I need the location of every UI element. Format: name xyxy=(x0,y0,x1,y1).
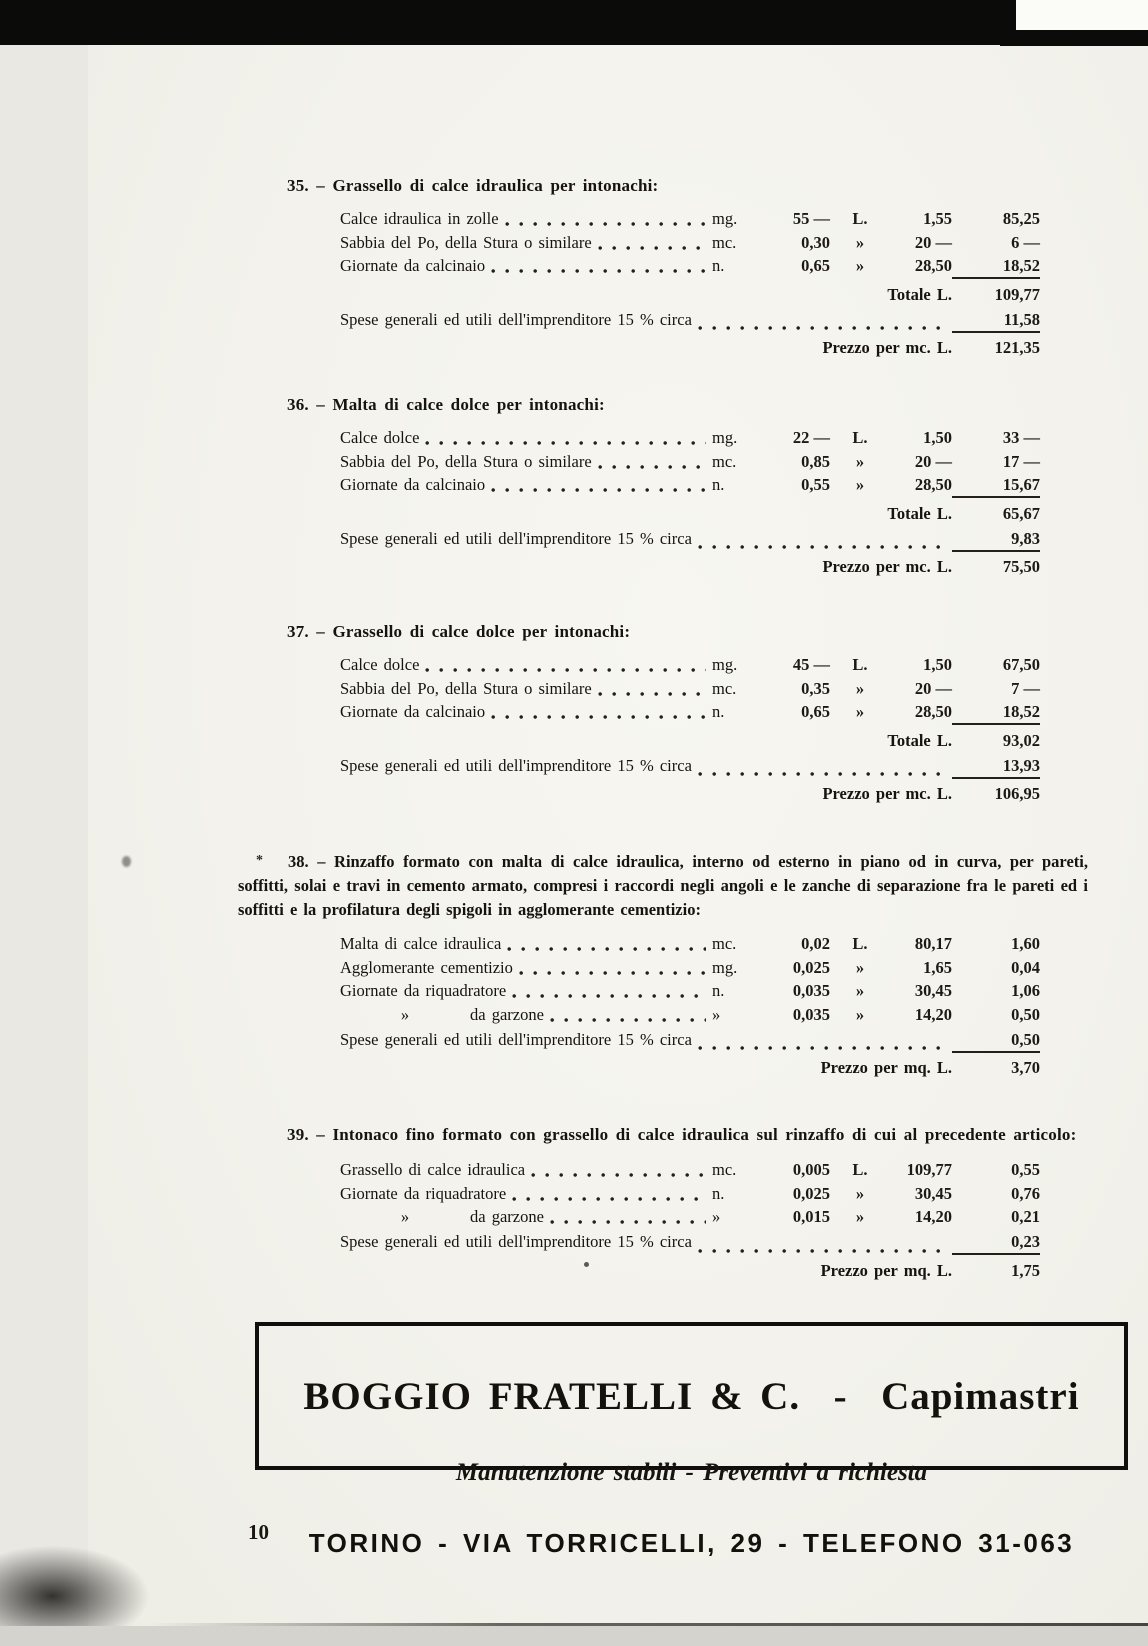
row-amount: 1,60 xyxy=(1011,934,1040,953)
row-quantity: 0,025 xyxy=(792,1183,830,1203)
row-quantity: 22 — xyxy=(792,428,830,447)
prezzo-label: Prezzo per mq. L. xyxy=(820,1058,952,1078)
row-unit-price: 28,50 xyxy=(914,702,952,722)
row-unit: mg. xyxy=(712,957,738,977)
row-amount: 18,52 xyxy=(952,702,1040,725)
row-quantity: 0,30 xyxy=(801,232,830,252)
totale-value: 93,02 xyxy=(1002,731,1040,751)
row-unit-price: 1,50 xyxy=(923,655,952,674)
row-description: Giornate da riquadratore xyxy=(340,981,507,1001)
row-unit-price: 1,50 xyxy=(923,428,952,447)
row-unit: » xyxy=(712,1207,721,1227)
row-quantity: 0,02 xyxy=(801,934,830,953)
spese-value: 0,23 xyxy=(952,1232,1040,1255)
totale-label: Totale L. xyxy=(887,731,952,751)
spese-label: Spese generali ed utili dell'imprenditore 15 % circa xyxy=(340,755,692,775)
row-quantity: 0,65 xyxy=(801,256,830,276)
row-description: da garzone xyxy=(470,1207,544,1227)
row-quantity: 0,35 xyxy=(801,678,830,698)
spese-label: Spese generali ed utili dell'imprenditore 15 % circa xyxy=(340,309,692,329)
row-amount: 0,04 xyxy=(1011,957,1040,977)
row-description: Calce idraulica in zolle xyxy=(340,209,499,228)
page-number: 10 xyxy=(248,1520,269,1544)
scan-speck xyxy=(122,856,131,867)
row-unit: mg. xyxy=(712,428,738,447)
prezzo-value: 106,95 xyxy=(994,784,1040,804)
section-heading: 39. – Intonaco fino formato con grassello di calce idraulica sul rinzaffo di cui al precedente articolo: xyxy=(287,1125,1077,1144)
totale-label: Totale L. xyxy=(887,285,952,305)
row-quantity: 0,035 xyxy=(792,1005,830,1025)
row-currency: » xyxy=(855,451,865,471)
footnote-asterisk: * xyxy=(256,853,263,868)
row-unit-price: 14,20 xyxy=(914,1207,952,1227)
row-amount: 18,52 xyxy=(952,256,1040,279)
row-quantity: 0,015 xyxy=(792,1207,830,1227)
prezzo-value: 1,75 xyxy=(1011,1260,1040,1280)
ad-address-line: TORINO - VIA TORRICELLI, 29 - TELEFONO 31-063 xyxy=(308,1528,1075,1558)
prezzo-label: Prezzo per mq. L. xyxy=(820,1260,952,1280)
binding-shadow xyxy=(0,1545,150,1630)
row-currency: » xyxy=(855,256,865,276)
book-binding-page-edges xyxy=(0,28,122,1624)
row-description: Sabbia del Po, della Stura o similare xyxy=(340,678,592,698)
book-cover-top-edge xyxy=(0,0,1016,45)
row-currency: » xyxy=(855,1183,865,1203)
row-description: Giornate da calcinaio xyxy=(340,475,486,495)
row-description: Malta di calce idraulica xyxy=(340,934,502,953)
section-heading: 37. – Grassello di calce dolce per intonachi: xyxy=(287,622,631,641)
row-quantity: 45 — xyxy=(792,655,830,674)
row-currency: L. xyxy=(852,1160,868,1179)
row-unit-price: 109,77 xyxy=(906,1160,952,1179)
row-currency: L. xyxy=(852,428,868,447)
row-currency: » xyxy=(855,957,865,977)
row-unit: mg. xyxy=(712,209,738,228)
row-unit-price: 20 — xyxy=(914,451,952,471)
row-description: Agglomerante cementizio xyxy=(340,957,513,977)
row-amount: 0,21 xyxy=(1011,1207,1040,1227)
row-unit-price: 30,45 xyxy=(914,1183,952,1203)
row-currency: » xyxy=(855,232,865,252)
row-description: Giornate da calcinaio xyxy=(340,702,486,722)
prezzo-value: 75,50 xyxy=(1002,557,1040,577)
row-unit: mg. xyxy=(712,655,738,674)
section-heading: 36. – Malta di calce dolce per intonachi: xyxy=(287,395,605,414)
row-unit: mc. xyxy=(712,451,737,471)
row-description: da garzone xyxy=(470,1005,544,1025)
row-quantity: 0,005 xyxy=(792,1160,830,1179)
ad-services-line: Manutenzione stabili - Preventivi a richiesta xyxy=(455,1459,928,1486)
row-unit: mc. xyxy=(712,934,737,953)
section-paragraph: 38. – Rinzaffo formato con malta di calce idraulica, interno od esterno in piano od in curva, per pareti, soffitti, solai e travi in cemento armato, compresi i raccordi negli angoli e le zanche di separazione fra le pareti ed i soffitti e la profilatura degli spigoli in agglomerante cementizio: xyxy=(238,852,1088,919)
row-amount: 0,76 xyxy=(1011,1183,1040,1203)
row-currency: » xyxy=(855,475,865,495)
row-amount: 0,50 xyxy=(1011,1005,1040,1025)
ad-company-name: BOGGIO FRATELLI & C. - Capimastri xyxy=(303,1375,1080,1418)
row-unit: mc. xyxy=(712,232,737,252)
row-description: Grassello di calce idraulica xyxy=(340,1160,526,1179)
row-currency: » xyxy=(855,1207,865,1227)
prezzo-label: Prezzo per mc. L. xyxy=(822,338,952,358)
row-description: Sabbia del Po, della Stura o similare xyxy=(340,232,592,252)
row-currency: L. xyxy=(852,934,868,953)
row-amount: 0,55 xyxy=(1011,1160,1040,1179)
row-quantity: 0,035 xyxy=(792,981,830,1001)
row-description: Giornate da calcinaio xyxy=(340,256,486,276)
row-unit: n. xyxy=(712,981,725,1001)
row-quantity: 0,85 xyxy=(801,451,830,471)
row-unit: » xyxy=(712,1005,721,1025)
row-unit: n. xyxy=(712,256,725,276)
prezzo-value: 121,35 xyxy=(994,338,1040,358)
row-amount: 7 — xyxy=(1011,678,1040,698)
row-unit: mc. xyxy=(712,1160,737,1179)
row-description: Calce dolce xyxy=(340,655,420,674)
row-quantity: 0,55 xyxy=(801,475,830,495)
prezzo-label: Prezzo per mc. L. xyxy=(822,557,952,577)
row-currency: » xyxy=(855,981,865,1001)
row-description: Giornate da riquadratore xyxy=(340,1183,507,1203)
row-currency: » xyxy=(855,702,865,722)
row-amount: 15,67 xyxy=(952,475,1040,498)
prezzo-value: 3,70 xyxy=(1011,1058,1040,1078)
spese-value: 9,83 xyxy=(952,529,1040,552)
row-amount: 33 — xyxy=(1002,428,1040,447)
row-quantity: 55 — xyxy=(792,209,830,228)
scan-background-corner xyxy=(1016,0,1148,30)
row-currency: L. xyxy=(852,655,868,674)
spese-value: 11,58 xyxy=(952,310,1040,333)
row-unit-price: 1,65 xyxy=(923,957,952,977)
row-currency: L. xyxy=(852,209,868,228)
spese-value: 13,93 xyxy=(952,756,1040,779)
row-unit: n. xyxy=(712,475,725,495)
row-unit-price: 14,20 xyxy=(914,1005,952,1025)
advertisement-box xyxy=(255,1322,1128,1558)
spese-label: Spese generali ed utili dell'imprenditore 15 % circa xyxy=(340,1029,692,1049)
row-amount: 17 — xyxy=(1002,451,1040,471)
row-description: Calce dolce xyxy=(340,428,420,447)
row-amount: 1,06 xyxy=(1011,981,1040,1001)
row-quantity: 0,65 xyxy=(801,702,830,722)
row-unit-price: 80,17 xyxy=(914,934,952,953)
row-amount: 6 — xyxy=(1011,232,1040,252)
row-unit: n. xyxy=(712,702,725,722)
row-unit-price: 30,45 xyxy=(914,981,952,1001)
spese-label: Spese generali ed utili dell'imprenditore 15 % circa xyxy=(340,1232,692,1252)
row-description: Sabbia del Po, della Stura o similare xyxy=(340,451,592,471)
row-quantity: 0,025 xyxy=(792,957,830,977)
row-unit-price: 28,50 xyxy=(914,475,952,495)
row-unit: n. xyxy=(712,1183,725,1203)
row-unit-price: 1,55 xyxy=(923,209,952,228)
spese-value: 0,50 xyxy=(952,1030,1040,1053)
row-currency: » xyxy=(855,1005,865,1025)
scan-speck xyxy=(584,1262,589,1267)
section-heading: 35. – Grassello di calce idraulica per intonachi: xyxy=(287,176,659,195)
row-unit: mc. xyxy=(712,678,737,698)
totale-value: 65,67 xyxy=(1002,504,1040,524)
row-unit-price: 20 — xyxy=(914,232,952,252)
row-amount: 67,50 xyxy=(1002,655,1040,674)
book-cover-top-edge-thin xyxy=(1000,30,1148,46)
row-amount: 85,25 xyxy=(1002,209,1040,228)
totale-label: Totale L. xyxy=(887,504,952,524)
row-currency: » xyxy=(855,678,865,698)
scan-bottom-strip xyxy=(0,1626,1148,1646)
row-unit-price: 28,50 xyxy=(914,256,952,276)
row-unit-price: 20 — xyxy=(914,678,952,698)
spese-label: Spese generali ed utili dell'imprenditore 15 % circa xyxy=(340,528,692,548)
ditto-mark: » xyxy=(400,1207,410,1227)
totale-value: 109,77 xyxy=(994,285,1040,305)
ditto-mark: » xyxy=(400,1005,410,1025)
prezzo-label: Prezzo per mc. L. xyxy=(822,784,952,804)
